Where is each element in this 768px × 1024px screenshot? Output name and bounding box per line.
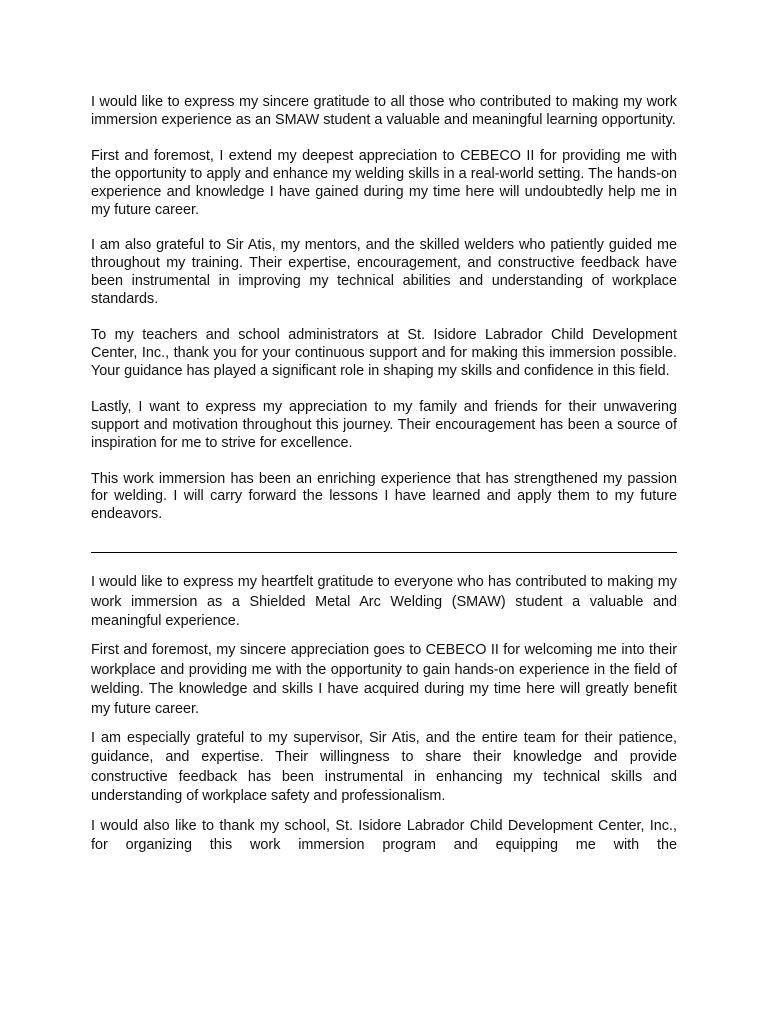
paragraph: This work immersion has been an enriching experience that has strengthened my passion for welding. I will carry forward the lessons I have learned and apply them to my future endeavors. bbox=[91, 470, 677, 523]
paragraph: I would also like to thank my school, St. Isidore Labrador Child Development Center, Inc., for organizing this work immersion program and equipping me with the bbox=[91, 817, 677, 854]
paragraph: I would like to express my sincere gratitude to all those who contributed to making my work immersion experience as an SMAW student a valuable and meaningful learning opportunity. bbox=[91, 94, 677, 128]
paragraph: To my teachers and school administrators at St. Isidore Labrador Child Development Center, Inc., thank you for your continuous support and for making this immersion possible. Your guidance has played a significant role in shaping my skills and confidence in this field. bbox=[91, 327, 677, 379]
horizontal-divider bbox=[91, 552, 677, 553]
document-page bbox=[91, 94, 677, 866]
paragraph: I am especially grateful to my supervisor, Sir Atis, and the entire team for their patience, guidance, and expertise. Their willingness to share their knowledge and provide constructive feedback has been instrumental in enhancing my technical skills and understanding of workplace safety and professionalism. bbox=[91, 730, 677, 805]
acknowledgment-version-one bbox=[91, 94, 677, 524]
paragraph: Lastly, I want to express my appreciation to my family and friends for their unwavering support and motivation throughout this journey. Their encouragement has been a source of inspiration for me to strive for excellence. bbox=[91, 398, 677, 451]
paragraph: I am also grateful to Sir Atis, my mentors, and the skilled welders who patiently guided me throughout my training. Their expertise, encouragement, and constructive feedback have been instrumental in improving my technical abilities and understanding of workplace standards. bbox=[91, 237, 677, 308]
paragraph: First and foremost, my sincere appreciation goes to CEBECO II for welcoming me into their workplace and providing me with the opportunity to gain hands-on experience in the field of welding. The knowledge and skills I have acquired during my time here will greatly benefit my future career. bbox=[91, 642, 677, 717]
paragraph: First and foremost, I extend my deepest appreciation to CEBECO II for providing me with the opportunity to apply and enhance my welding skills in a real-world setting. The hands-on experience and knowledge I have gained during my time here will undoubtedly help me in my future career. bbox=[91, 147, 677, 218]
paragraph: I would like to express my heartfelt gratitude to everyone who has contributed to making my work immersion as a Shielded Metal Arc Welding (SMAW) student a valuable and meaningful experience. bbox=[91, 574, 677, 630]
acknowledgment-version-two bbox=[91, 573, 677, 855]
